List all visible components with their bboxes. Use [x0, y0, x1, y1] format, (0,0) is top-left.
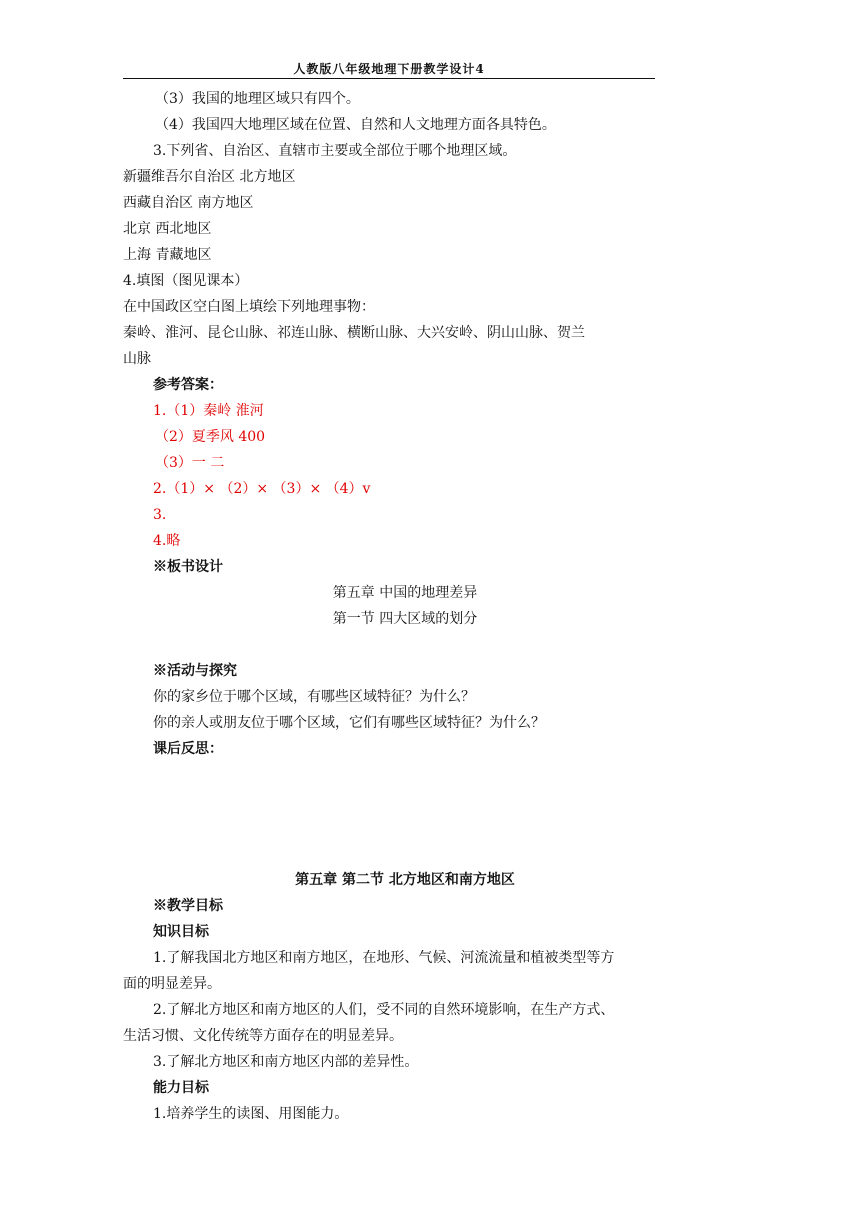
answer-1-1: 1.（1）秦岭 淮河 [153, 403, 264, 419]
reflection-heading: 课后反思： [153, 741, 223, 757]
question-3-pair-4: 上海 青藏地区 [123, 247, 212, 263]
question-3-pair-2: 西藏自治区 南方地区 [123, 195, 254, 211]
section-title: 第五章 第二节 北方地区和南方地区 [295, 872, 515, 888]
knowledge-goal-2-line-1: 2.了解北方地区和南方地区的人们，受不同的自然环境影响，在生产方式、 [153, 1002, 615, 1018]
ability-goals-heading: 能力目标 [153, 1080, 209, 1096]
answer-4: 4.略 [153, 533, 181, 549]
question-4-items-line-2: 山脉 [123, 351, 151, 367]
question-2-item-3: （3）我国的地理区域只有四个。 [155, 91, 360, 107]
question-4-prompt: 4.填图（图见课本） [123, 273, 249, 289]
ability-goal-1: 1.培养学生的读图、用图能力。 [153, 1106, 349, 1122]
activity-heading: ※活动与探究 [153, 663, 237, 679]
answer-1-2: （2）夏季风 400 [155, 429, 266, 445]
question-3-pair-3: 北京 西北地区 [123, 221, 212, 237]
answer-1-3: （3）一 二 [155, 455, 225, 471]
activity-question-1: 你的家乡位于哪个区域，有哪些区域特征？为什么？ [153, 689, 475, 705]
answer-3: 3. [153, 507, 167, 523]
board-chapter-title: 第五章 中国的地理差异 [332, 585, 478, 601]
question-4-instruction: 在中国政区空白图上填绘下列地理事物： [123, 299, 375, 315]
question-2-item-4: （4）我国四大地理区域在位置、自然和人文地理方面各具特色。 [155, 117, 556, 133]
knowledge-goal-2-line-2: 生活习惯、文化传统等方面存在的明显差异。 [123, 1028, 403, 1044]
answer-2: 2.（1）× （2）× （3）× （4）v [153, 481, 371, 497]
knowledge-goal-1-line-2: 面的明显差异。 [123, 976, 221, 992]
activity-question-2: 你的亲人或朋友位于哪个区域，它们有哪些区域特征？为什么？ [153, 715, 545, 731]
question-4-items-line-1: 秦岭、淮河、昆仑山脉、祁连山脉、横断山脉、大兴安岭、阴山山脉、贺兰 [123, 325, 585, 341]
board-section-title: 第一节 四大区域的划分 [332, 611, 478, 627]
answer-heading: 参考答案： [153, 377, 223, 393]
teaching-goals-heading: ※教学目标 [153, 898, 223, 914]
board-design-heading: ※板书设计 [153, 559, 223, 575]
question-3-prompt: 3.下列省、自治区、直辖市主要或全部位于哪个地理区域。 [153, 143, 517, 159]
page-header-title: 人教版八年级地理下册教学设计4 [293, 62, 485, 76]
knowledge-goal-3: 3.了解北方地区和南方地区内部的差异性。 [153, 1054, 419, 1070]
question-3-pair-1: 新疆维吾尔自治区 北方地区 [123, 169, 296, 185]
knowledge-goal-1-line-1: 1.了解我国北方地区和南方地区，在地形、气候、河流流量和植被类型等方 [153, 950, 615, 966]
knowledge-goals-heading: 知识目标 [153, 924, 209, 940]
